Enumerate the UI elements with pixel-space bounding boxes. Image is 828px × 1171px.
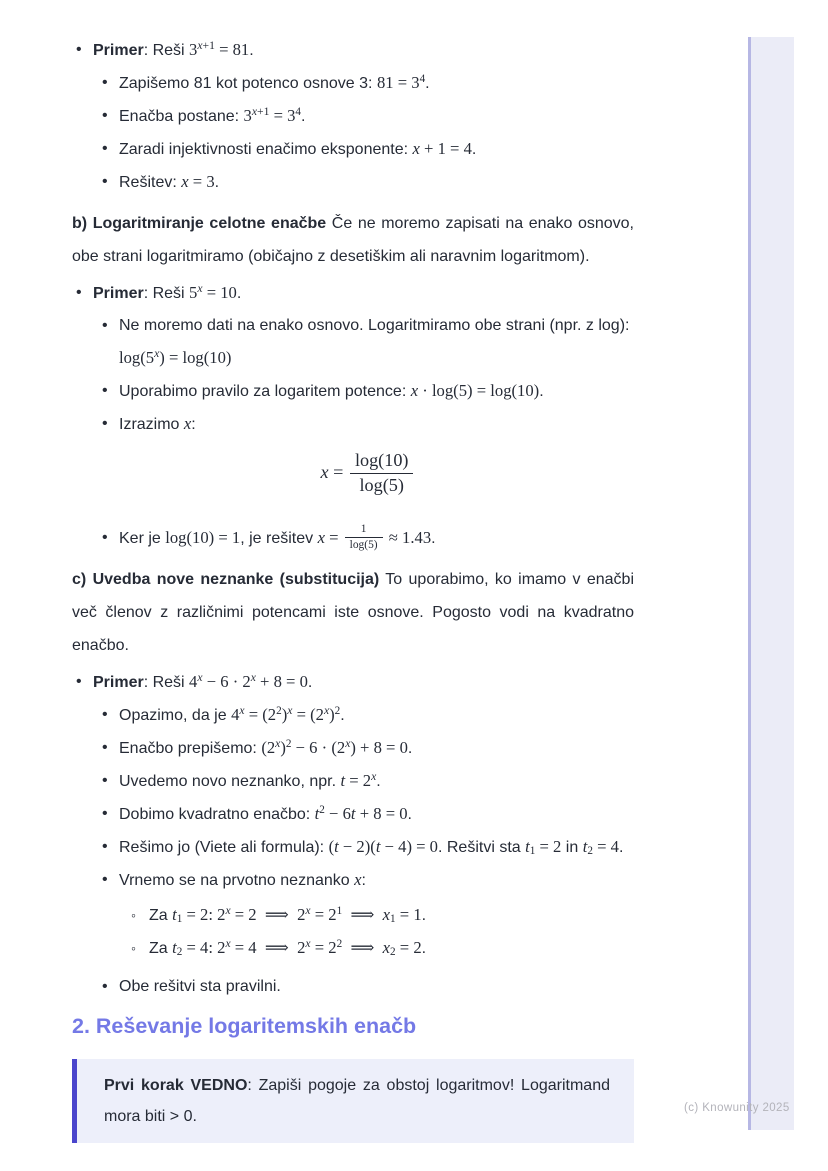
math-script — [239, 705, 244, 717]
bullet-list — [131, 899, 634, 965]
math-script: 2 — [336, 937, 343, 950]
math-run: + 8 = 0 — [255, 671, 308, 691]
list-row — [102, 831, 634, 864]
math-run: = 2 — [395, 937, 422, 957]
text-run: . — [307, 673, 313, 691]
list-item — [102, 765, 634, 798]
list-item-text — [119, 864, 634, 897]
math-run: = 4 ⟹ 2 — [230, 937, 306, 957]
math-variable: x — [287, 703, 293, 717]
text-run: : Zapiši pogoje za obstoj logaritmov! Logaritmand mora biti > 0. — [104, 1076, 610, 1125]
math-run: + 8 = 0 — [355, 803, 408, 823]
math-script — [252, 106, 270, 118]
list-row — [102, 765, 634, 798]
bullet-list — [102, 699, 634, 1003]
math-run: log(5 — [119, 348, 155, 367]
math-variable: x — [197, 38, 203, 52]
disc-bullet-icon: • — [102, 870, 108, 888]
math-variable: x — [275, 736, 281, 750]
list-row — [102, 408, 634, 441]
page-edge-strip — [748, 37, 794, 1130]
math-run: − 2)( — [338, 836, 376, 856]
math-variable: x — [382, 937, 391, 957]
math-variable: x — [197, 281, 203, 295]
watermark: (c) Knowunity 2025 — [684, 1102, 790, 1114]
math-run: 4 — [231, 704, 240, 724]
math-run: ) = log(10) — [159, 348, 232, 367]
fraction-numerator — [350, 450, 414, 474]
math-variable: t — [350, 803, 356, 823]
math-script: 2 — [390, 946, 396, 959]
fraction-numerator — [345, 523, 383, 538]
text-run: Dobimo kvadratno enačbo: — [119, 805, 315, 823]
section-heading: 2. Reševanje logaritemskih enačb — [72, 1013, 417, 1038]
bold-text-run: Prvi korak VEDNO — [104, 1076, 248, 1094]
bold-text-run: Primer — [93, 285, 144, 302]
math-run: = 4: 2 — [182, 937, 226, 957]
math-variable: t — [172, 904, 177, 924]
bold-text-run: b) Logaritmiranje celotne enačbe — [72, 215, 327, 232]
list-row — [131, 932, 634, 965]
math-run: = 4 — [592, 836, 619, 856]
text-run: . — [236, 285, 242, 302]
math-variable: x — [354, 869, 362, 889]
list-item — [102, 522, 634, 555]
math-variable: x — [197, 670, 203, 684]
list-row — [102, 798, 634, 831]
list-item — [76, 34, 634, 199]
math-script: 2 — [587, 845, 593, 858]
text-run: Ne moremo dati na enako osnovo. Logaritmiramo obe strani (npr. z log): — [119, 317, 630, 334]
list-item — [102, 100, 634, 133]
list-item-text — [119, 310, 634, 375]
math-variable: x — [225, 936, 231, 950]
callout-box — [72, 1059, 634, 1143]
math-variable: x — [183, 414, 192, 433]
math-script: 2 — [276, 704, 282, 717]
math-script: 1 — [336, 904, 343, 917]
math-script: 2 — [285, 737, 292, 750]
text-run: . — [407, 805, 412, 823]
math-script: 2 — [176, 946, 183, 959]
math-run: 3 — [243, 106, 252, 125]
math-script: 4 — [295, 105, 302, 118]
math-run: 5 — [189, 283, 198, 302]
text-run: . — [407, 739, 413, 757]
math-script: 2 — [319, 803, 325, 816]
disc-bullet-icon: • — [102, 107, 108, 124]
math-variable: t — [334, 836, 339, 856]
text-run: . Rešitvi sta — [437, 838, 526, 856]
math-variable: x — [323, 703, 330, 717]
disc-bullet-icon: • — [102, 528, 108, 546]
math-script — [305, 905, 310, 917]
text-run: . — [376, 772, 381, 790]
text-run: Opazimo, da je — [119, 706, 232, 724]
list-item — [102, 732, 634, 765]
text-run: Enačba postane: — [119, 108, 244, 125]
disc-bullet-icon: • — [102, 837, 108, 855]
math-variable: x — [239, 703, 245, 717]
bullet-list — [76, 34, 634, 199]
math-run: = 1 — [395, 904, 422, 924]
list-row — [102, 166, 634, 199]
math-variable: t — [582, 836, 588, 856]
math-run: ⟹ — [342, 904, 383, 924]
math-run: = 2 — [310, 904, 337, 924]
math-variable: x — [305, 903, 311, 917]
text-run: . — [471, 141, 477, 158]
math-script: 4 — [419, 72, 426, 85]
list-row — [76, 34, 634, 67]
disc-bullet-icon: • — [76, 41, 82, 58]
list-item-text — [119, 765, 634, 798]
list-row — [102, 100, 634, 133]
text-run: : — [361, 871, 366, 889]
list-item — [131, 932, 634, 965]
math-run: 3 — [189, 40, 198, 59]
math-script — [305, 938, 310, 950]
math-run: = 2: 2 — [182, 904, 226, 924]
fraction — [350, 450, 414, 497]
math-run: − 6 · (2 — [291, 737, 346, 757]
list-item — [102, 971, 634, 1003]
text-run: . — [214, 174, 220, 191]
math-run: = 2 — [310, 937, 337, 957]
list-row — [102, 864, 634, 897]
display-formula — [102, 450, 634, 497]
math-run: log(10) — [354, 450, 409, 470]
math-run: 1 — [360, 523, 367, 536]
math-variable: x — [412, 139, 420, 158]
disc-bullet-icon: • — [102, 705, 108, 723]
math-script — [251, 672, 256, 684]
math-run: − 6 — [324, 803, 351, 823]
math-run: ≈ 1.43 — [384, 527, 432, 547]
list-item-text — [119, 831, 634, 864]
list-row — [102, 310, 634, 375]
disc-bullet-icon: • — [102, 415, 108, 432]
math-script — [345, 738, 350, 750]
text-run: . — [301, 108, 306, 125]
text-run: : — [191, 416, 196, 433]
list-item — [102, 67, 634, 100]
math-variable: x — [251, 104, 258, 118]
math-run: ) — [329, 704, 335, 724]
math-script — [197, 283, 202, 295]
text-run: . — [421, 939, 427, 957]
math-run: − 6 · 2 — [202, 671, 251, 691]
list-row — [102, 133, 634, 166]
math-variable: x — [181, 172, 189, 191]
bold-text-run: Primer — [93, 42, 144, 59]
list-item-text — [93, 34, 634, 67]
text-run: Ker je — [119, 529, 166, 547]
list-item-text — [119, 732, 634, 765]
fraction-denominator — [350, 474, 414, 497]
list-item-text — [119, 375, 634, 408]
bullet-list — [76, 666, 634, 1003]
text-run: . — [618, 838, 624, 856]
math-run: = 81 — [214, 40, 250, 59]
math-run: +1 — [202, 38, 215, 52]
bold-text-run: Primer — [93, 673, 144, 691]
text-run: . — [421, 906, 427, 924]
document-content — [72, 34, 634, 1143]
math-script: 1 — [176, 913, 183, 926]
disc-bullet-icon: • — [102, 738, 108, 756]
math-run: ⟹ — [342, 937, 383, 957]
text-run: . — [431, 529, 436, 547]
disc-bullet-icon: • — [102, 804, 108, 822]
circle-bullet-icon: ◦ — [131, 906, 136, 923]
math-script — [287, 705, 292, 717]
math-run: (2 — [261, 737, 276, 757]
paragraph — [72, 563, 634, 662]
circle-bullet-icon: ◦ — [131, 939, 136, 956]
bold-text-run: c) Uvedba nove neznanke (substitucija) — [72, 570, 380, 588]
fraction-denominator — [345, 538, 383, 552]
math-script — [371, 771, 376, 783]
math-variable: x — [305, 936, 311, 950]
list-item-text — [149, 899, 634, 932]
callout-text — [104, 1070, 610, 1132]
list-item-text — [119, 67, 634, 100]
text-run: Za — [149, 939, 173, 957]
math-script — [154, 348, 159, 360]
math-run: = — [328, 461, 348, 482]
list-item-text — [119, 166, 634, 199]
math-run: +1 — [257, 104, 270, 118]
list-item-text — [119, 408, 634, 441]
math-variable: t — [525, 836, 530, 856]
list-item-text — [119, 133, 634, 166]
math-run: = (2 — [292, 704, 324, 724]
math-variable: t — [314, 803, 320, 823]
math-script — [225, 938, 230, 950]
math-run: ) — [281, 704, 288, 724]
math-run: = 3 — [188, 172, 215, 191]
math-run: ) — [280, 737, 286, 757]
math-variable: t — [340, 770, 346, 790]
text-run: in — [561, 838, 583, 856]
disc-bullet-icon: • — [102, 977, 108, 995]
math-run: = (2 — [244, 704, 277, 724]
text-run: : Reši — [143, 673, 190, 691]
text-run: Zaradi injektivnosti enačimo eksponente: — [119, 141, 413, 158]
text-run: Rešimo jo (Viete ali formula): — [119, 838, 329, 856]
list-item — [102, 864, 634, 965]
list-item — [102, 408, 634, 441]
list-row — [76, 277, 634, 310]
list-item-text — [93, 666, 634, 699]
math-run: + 1 = 4 — [419, 139, 472, 158]
list-item-text — [119, 699, 634, 732]
list-item-text — [149, 932, 634, 965]
list-item — [76, 277, 634, 555]
math-run: log(5) — [349, 538, 378, 551]
disc-bullet-icon: • — [102, 317, 108, 334]
text-run: Izrazimo — [119, 416, 184, 433]
text-run: Obe rešitvi sta pravilni. — [119, 977, 281, 995]
text-run: . — [425, 75, 430, 92]
math-run: · log(5) = log(10) — [418, 381, 540, 400]
text-run: : Reši — [143, 285, 190, 302]
list-item-text — [119, 798, 634, 831]
disc-bullet-icon: • — [102, 74, 108, 91]
text-run: : Reši — [143, 42, 190, 59]
text-run: Zapišemo 81 kot potenco osnove 3: — [119, 75, 377, 92]
math-variable: x — [154, 346, 160, 360]
list-item-text — [119, 522, 634, 555]
text-run: To uporabimo, ko imamo v enačbi več členov z različnimi potencami iste osnove. Pogosto vodi na kvadratno enačbo. — [72, 570, 634, 654]
math-variable: x — [225, 903, 231, 917]
list-item — [102, 375, 634, 408]
list-item — [76, 666, 634, 1003]
math-run: = 2 — [535, 836, 562, 856]
list-item — [102, 831, 634, 864]
list-row — [102, 699, 634, 732]
list-row — [102, 522, 634, 555]
math-script — [275, 738, 280, 750]
disc-bullet-icon: • — [76, 672, 82, 690]
list-item — [102, 798, 634, 831]
text-run: Uporabimo pravilo za logaritem potence: — [119, 383, 411, 400]
math-run: 4 — [189, 671, 198, 691]
math-run: = — [324, 527, 343, 547]
list-item-text — [93, 277, 634, 310]
list-row — [102, 971, 634, 1003]
math-run: = 2 ⟹ 2 — [230, 904, 306, 924]
text-run: Rešitev: — [119, 174, 182, 191]
math-variable: t — [375, 836, 381, 856]
math-run: − 4) = 0 — [380, 836, 438, 856]
math-script — [324, 705, 329, 717]
math-variable: x — [410, 381, 419, 400]
list-row — [131, 899, 634, 932]
text-run: Za — [149, 906, 173, 924]
text-run: Uvedemo novo neznanko, npr. — [119, 772, 341, 790]
disc-bullet-icon: • — [76, 284, 82, 301]
math-run: ( — [328, 836, 335, 856]
list-row — [102, 732, 634, 765]
math-run: log(10) = 1 — [165, 527, 241, 547]
list-item — [102, 699, 634, 732]
bullet-list — [102, 67, 634, 199]
math-variable: t — [172, 937, 177, 957]
disc-bullet-icon: • — [102, 382, 108, 399]
disc-bullet-icon: • — [102, 771, 108, 789]
text-run: Enačbo prepišemo: — [119, 739, 262, 757]
math-script: 2 — [334, 704, 341, 717]
math-script — [197, 672, 202, 684]
math-script: 1 — [390, 913, 396, 926]
math-variable: x — [371, 769, 377, 783]
bullet-list — [102, 310, 634, 555]
math-script: 1 — [529, 845, 536, 858]
list-item — [131, 899, 634, 932]
list-item-text — [119, 971, 634, 1003]
math-variable: x — [382, 904, 391, 924]
math-run: ) + 8 = 0 — [350, 737, 408, 757]
fraction — [345, 523, 383, 551]
math-variable: x — [317, 527, 325, 547]
math-run: log(5) — [359, 474, 404, 495]
list-item — [102, 166, 634, 199]
bullet-list — [76, 277, 634, 555]
text-run: , je rešitev — [240, 529, 318, 547]
math-run: = 2 — [345, 770, 372, 790]
text-run: Vrnemo se na prvotno neznanko — [119, 871, 355, 889]
disc-bullet-icon: • — [102, 173, 108, 190]
math-script — [225, 905, 230, 917]
math-variable: x — [250, 670, 256, 684]
list-item-text — [119, 100, 634, 133]
text-run: . — [340, 706, 345, 724]
list-row — [102, 375, 634, 408]
list-row — [76, 666, 634, 699]
math-run: 81 = 3 — [376, 73, 420, 92]
math-run: = 10 — [202, 283, 237, 302]
disc-bullet-icon: • — [102, 140, 108, 157]
text-run: . — [539, 383, 544, 400]
text-run: Če ne moremo zapisati na enako osnovo, obe strani logaritmiramo (običajno z desetiškim ali naravnim logaritmom). — [72, 215, 634, 265]
math-variable: x — [345, 736, 351, 750]
math-variable: x — [320, 461, 329, 482]
math-run: = 3 — [269, 106, 296, 125]
formula-body — [102, 450, 634, 497]
paragraph — [72, 207, 634, 273]
math-script — [197, 40, 215, 52]
list-row — [102, 67, 634, 100]
text-run: . — [249, 42, 254, 59]
list-item — [102, 310, 634, 375]
list-item — [102, 133, 634, 166]
